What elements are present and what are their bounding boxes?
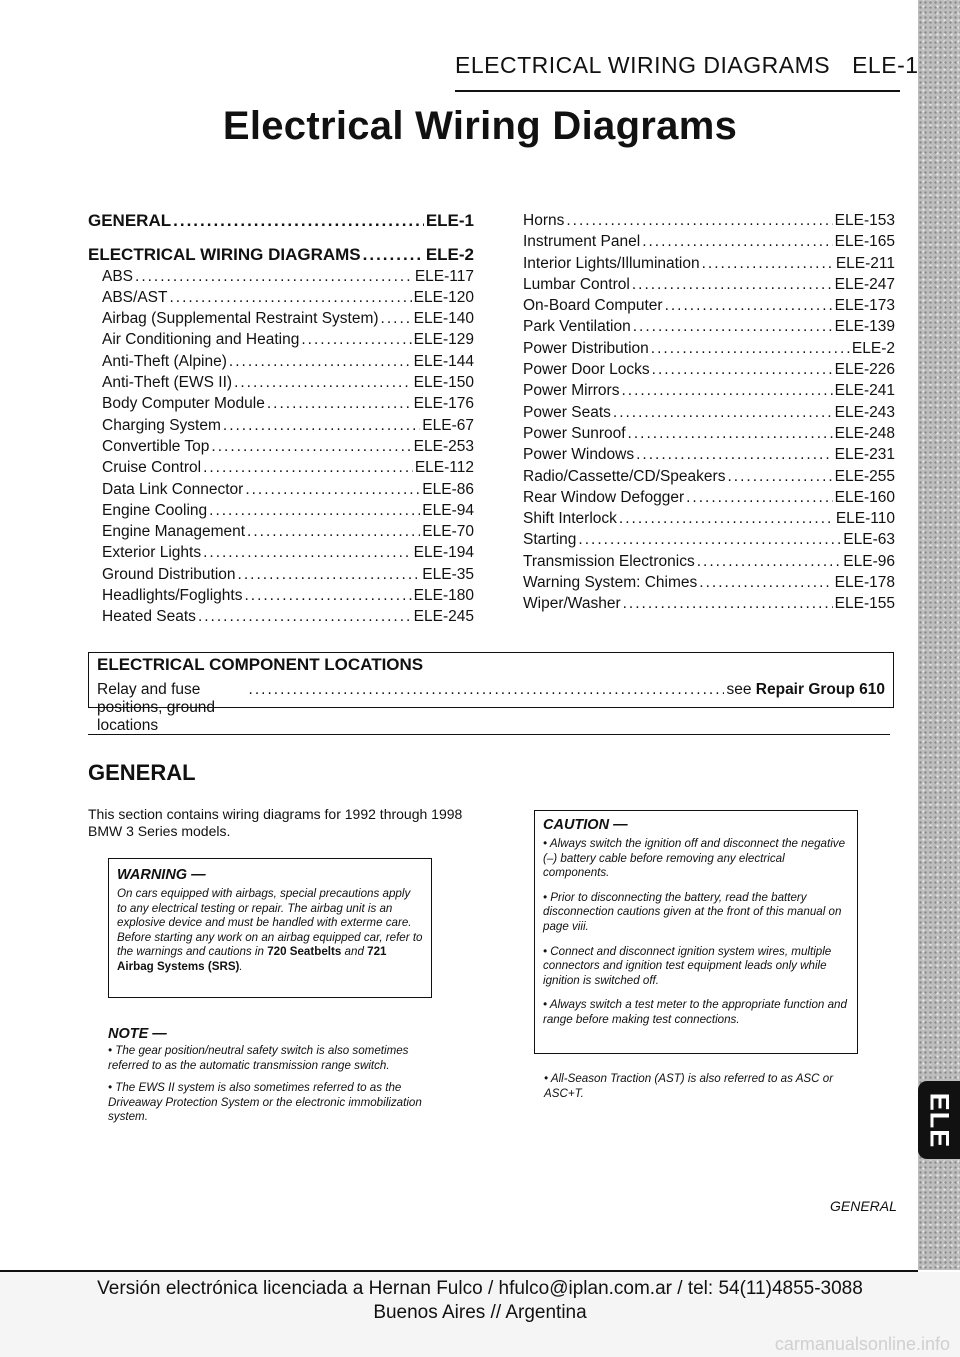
page-edge-texture [918,0,960,1270]
warning-box [108,858,432,998]
running-title: ELECTRICAL WIRING DIAGRAMS [455,52,831,78]
toc-label: Radio/Cassette/CD/Speakers [523,467,726,485]
toc-label: Ground Distribution [102,565,236,583]
license-line-2: Buenos Aires // Argentina [373,1302,587,1323]
toc-entry[interactable] [523,231,895,252]
toc-label: Anti-Theft (Alpine) [102,352,227,370]
toc-label: Power Windows [523,446,635,464]
toc-entry[interactable] [88,500,474,521]
toc-label: Convertible Top [102,437,210,455]
toc-label: Power Distribution [523,339,649,357]
toc-page: ELE-248 [834,424,895,442]
toc-page: ELE-96 [843,552,895,570]
note-item: • The EWS II system is also sometimes referred to as the Driveaway Protection System or the electronic immobilization system. [108,1081,422,1124]
toc-label: On-Board Computer [523,297,663,315]
section-tab [918,1081,960,1159]
repair-group-ref: Repair Group 610 [755,681,885,698]
toc-entry[interactable] [523,487,895,508]
toc-entry[interactable] [88,351,474,372]
toc-page: ELE-63 [843,531,895,549]
toc-entry[interactable] [88,479,474,500]
caution-item: • Always switch the ignition off and disconnect the negative (–) battery cable before removing any electrical components. [543,837,846,880]
toc-label: Power Mirrors [523,382,620,400]
toc-label: Warning System: Chimes [523,574,698,592]
toc-label: Power Door Locks [523,361,650,379]
site-watermark: carmanualsonline.info [774,1334,950,1354]
toc-label: Shift Interlock [523,510,617,528]
warning-text: On cars equipped with airbags, special precautions apply to any electrical testing or repair. The airbag unit is an explosive device and must be handled with exterme care. Before starting any work on an airbag equipped car, refer to the warnings and cautions in 720 Seatbelts and 721 Airbag Systems (SRS). [117,887,423,973]
toc-page: ELE-160 [834,488,895,506]
toc-label: Rear Window Defogger [523,488,685,506]
caution-title: CAUTION — [543,817,628,833]
toc-label: ABS/AST [102,288,168,306]
toc-page: ELE-253 [413,437,474,455]
toc-page: ELE-180 [413,587,474,605]
footer-section-label: GENERAL [830,1198,897,1214]
toc-entry[interactable] [523,274,895,295]
toc-page: ELE-110 [835,510,895,528]
toc-page: ELE-155 [834,595,895,613]
intro-paragraph: This section contains wiring diagrams for 1992 through 1998 BMW 3 Series models. [88,806,463,839]
toc-entry[interactable] [523,444,895,465]
toc-label: Air Conditioning and Heating [102,331,300,349]
toc-left-column [88,210,474,628]
toc-label: Charging System [102,416,221,434]
ast-note: • All-Season Traction (AST) is also referred to as ASC or ASC+T. [544,1072,834,1100]
toc-entry[interactable] [523,210,895,231]
toc-entry[interactable] [523,423,895,444]
toc-page: ELE-211 [835,254,895,272]
section-divider [88,734,890,735]
see-label: see [726,681,752,698]
toc-page: ELE-178 [834,574,895,592]
toc-entry[interactable] [88,564,474,585]
toc-entry[interactable] [88,585,474,606]
toc-page: ELE-243 [834,403,895,421]
component-locations-title: ELECTRICAL COMPONENT LOCATIONS [97,655,424,674]
header-rule [455,90,900,92]
toc-label: Lumbar Control [523,275,630,293]
toc-entry[interactable] [88,542,474,563]
toc-label: Wiper/Washer [523,595,621,613]
toc-page: ELE-112 [414,459,474,477]
toc-label: ELECTRICAL WIRING DIAGRAMS [88,245,361,265]
toc-entry-ewd[interactable] [88,244,474,265]
toc-label: Engine Cooling [102,501,208,519]
toc-page: ELE-247 [834,275,895,293]
toc-label: GENERAL [88,211,172,230]
caution-item: • Connect and disconnect ignition system wires, multiple connectors and ignition test equipment leads only while ignition is switched off. [543,944,832,987]
toc-entry[interactable] [88,329,474,350]
note-item: • The gear position/neutral safety switch is also sometimes referred to as the automatic transmission range switch. [108,1044,409,1072]
license-line-1: Versión electrónica licenciada a Hernan Fulco / hfulco@iplan.com.ar / tel: 54(11)4855-3088 [97,1278,863,1299]
toc-entry[interactable] [523,295,895,316]
toc-page: ELE-173 [834,297,895,315]
toc-entry[interactable] [523,593,895,614]
toc-page: ELE-1 [425,211,474,230]
toc-page: ELE-139 [834,318,895,336]
toc-label: Transmission Electronics [523,552,695,570]
toc-entry[interactable] [88,606,474,627]
toc-entry[interactable] [88,266,474,287]
toc-page: ELE-241 [834,382,895,400]
toc-entry-general[interactable] [88,210,474,231]
toc-label: Instrument Panel [523,233,641,251]
caution-item: • Prior to disconnecting the battery, read the battery disconnection cautions given at the front of this manual on page viii. [543,890,842,933]
toc-page: ELE-150 [413,374,474,392]
toc-entry[interactable] [88,521,474,542]
toc-label: Body Computer Module [102,395,265,413]
note-title: NOTE — [108,1026,167,1042]
toc-entry[interactable] [523,508,895,529]
toc-label: Anti-Theft (EWS II) [102,374,233,392]
toc-page: ELE-176 [413,395,474,413]
toc-label: Cruise Control [102,459,202,477]
toc-label: Exterior Lights [102,544,202,562]
toc-right-column [523,210,895,615]
page-number: ELE-1 [852,52,919,78]
toc-page: ELE-2 [425,245,474,265]
toc-page: ELE-153 [834,212,895,229]
component-locations-text: Relay and fuse positions, ground locations [97,681,216,734]
toc-entry[interactable] [88,436,474,457]
toc-entry[interactable] [88,393,474,414]
toc-page: ELE-120 [413,288,474,306]
component-locations-box [88,652,894,734]
toc-page: ELE-231 [834,446,895,464]
toc-entry[interactable] [523,466,895,487]
running-header [455,52,919,79]
toc-page: ELE-255 [834,467,895,485]
toc-page: ELE-2 [851,339,895,357]
toc-label: Data Link Connector [102,480,244,498]
toc-label: Engine Management [102,523,246,541]
toc-label: Park Ventilation [523,318,631,336]
page-title: Electrical Wiring Diagrams [222,104,738,148]
toc-label: Power Sunroof [523,424,626,442]
toc-page: ELE-70 [422,523,474,541]
toc-page: ELE-140 [413,310,474,328]
toc-label: ABS [102,267,134,285]
toc-entry[interactable] [523,359,895,380]
footer-rule [0,1270,918,1272]
toc-label: Horns [523,212,565,229]
toc-page: ELE-86 [422,480,474,498]
toc-page: ELE-144 [413,352,474,370]
toc-entry[interactable] [523,253,895,274]
toc-label: Starting [523,531,577,549]
toc-label: Airbag (Supplemental Restraint System) [102,310,379,328]
caution-item: • Always switch a test meter to the appropriate function and range before making test connections. [543,998,847,1026]
toc-entry[interactable] [523,551,895,572]
toc-entry[interactable] [523,338,895,359]
toc-entry[interactable] [523,529,895,550]
toc-page: ELE-94 [422,501,474,519]
note-block [108,1026,438,1133]
section-tab-label: ELE [924,1092,955,1148]
toc-entry[interactable] [88,415,474,436]
section-heading-general: GENERAL [88,760,196,785]
toc-label: Interior Lights/Illumination [523,254,700,272]
warning-title: WARNING — [117,867,206,883]
toc-entry[interactable] [88,287,474,308]
toc-page: ELE-165 [834,233,895,251]
toc-label: Heated Seats [102,608,196,626]
toc-page: ELE-67 [422,416,474,434]
component-locations-entry[interactable] [97,681,885,735]
toc-entry[interactable] [88,372,474,393]
caution-box [534,810,858,1054]
toc-page: ELE-245 [413,608,474,626]
toc-entry[interactable] [523,402,895,423]
toc-entry[interactable] [88,308,474,329]
toc-page: ELE-129 [413,331,474,349]
toc-page: ELE-226 [834,361,895,379]
toc-label: Power Seats [523,403,611,421]
toc-entry[interactable] [523,572,895,593]
toc-label: Headlights/Foglights [102,587,243,605]
toc-entry[interactable] [523,380,895,401]
toc-entry[interactable] [88,457,474,478]
toc-page: ELE-194 [413,544,474,562]
toc-page: ELE-35 [422,565,474,583]
toc-page: ELE-117 [414,267,474,285]
toc-entry[interactable] [523,316,895,337]
